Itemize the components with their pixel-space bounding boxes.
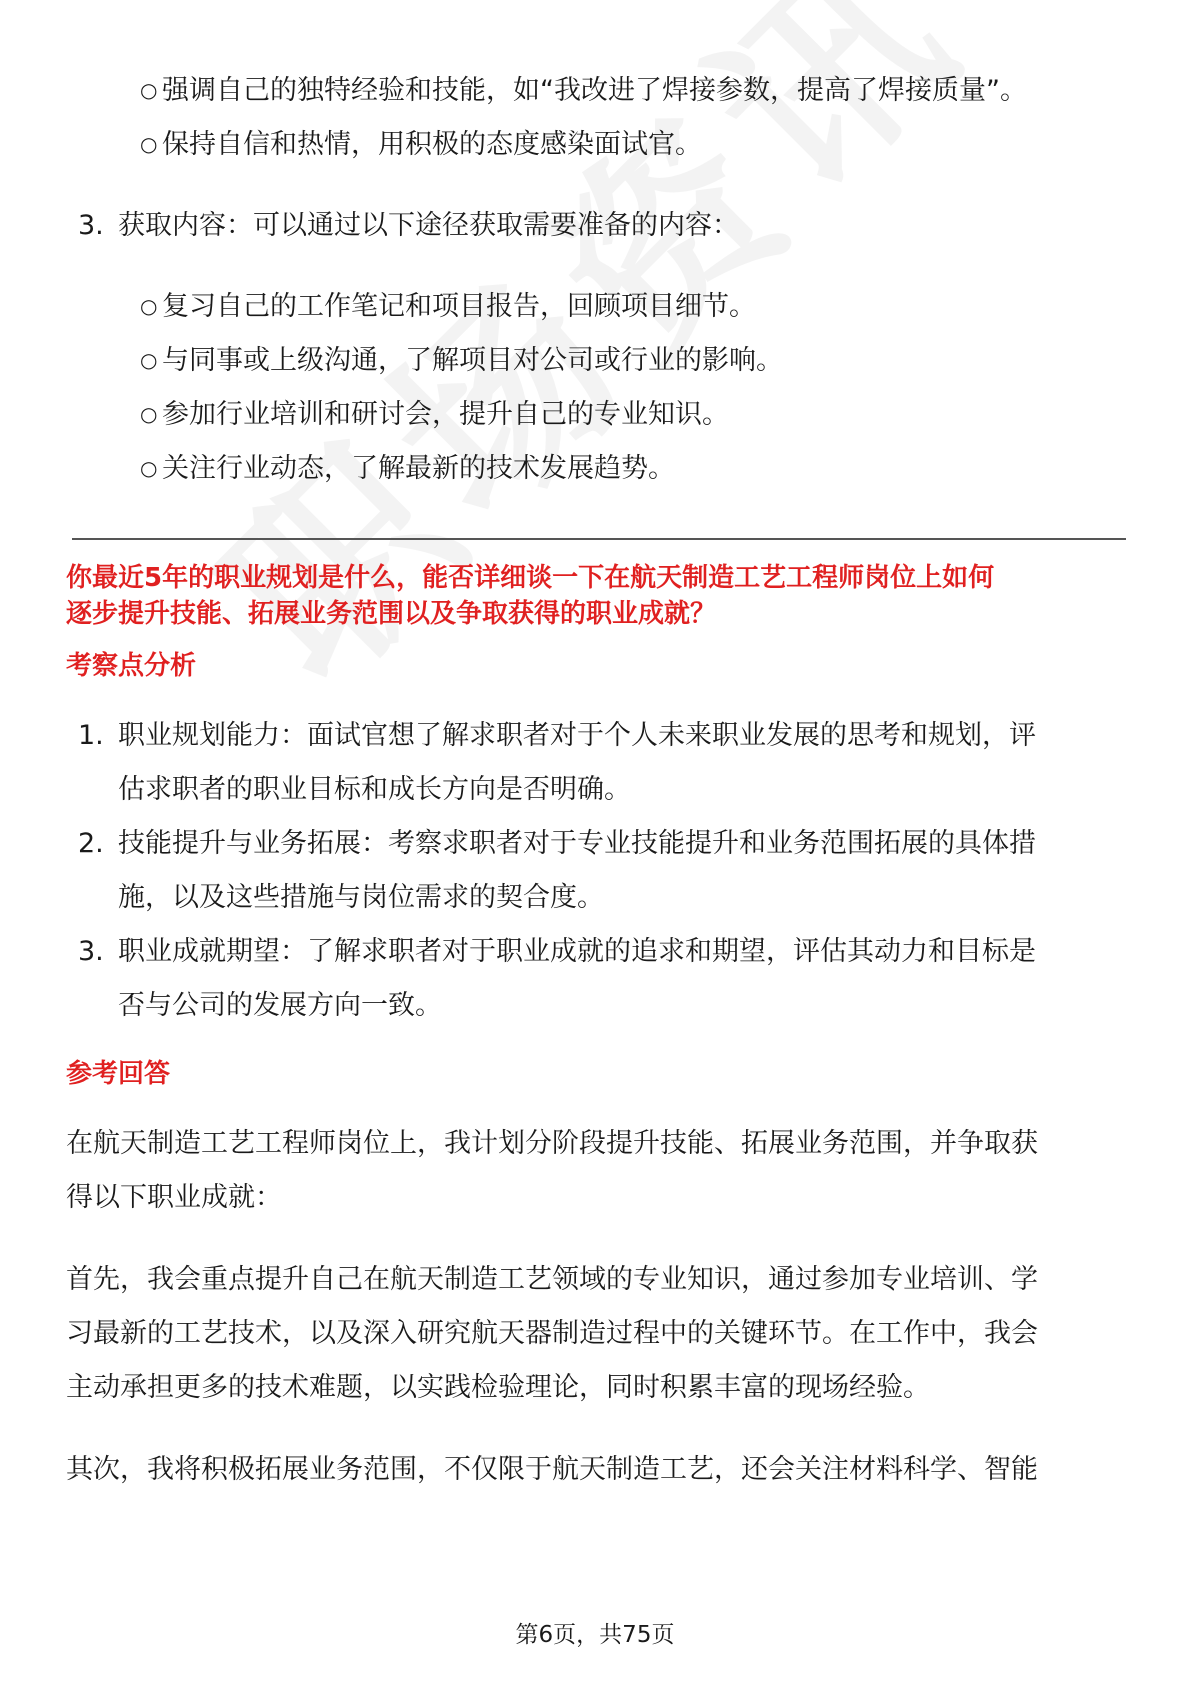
list-item: ○ 与同事或上级沟通，了解项目对公司或行业的影响。: [140, 340, 783, 381]
section-divider: [72, 538, 1126, 540]
bullet-circle-icon: ○: [140, 78, 158, 102]
answer-heading: 参考回答: [66, 1059, 171, 1089]
bullet-circle-icon: ○: [140, 348, 158, 372]
bullet-circle-icon: ○: [140, 294, 158, 318]
bullet-circle-icon: ○: [140, 456, 158, 480]
list-item: ○ 参加行业培训和研讨会，提升自己的专业知识。: [140, 394, 729, 435]
paragraph-line: 在航天制造工艺工程师岗位上，我计划分阶段提升技能、拓展业务范围，并争取获: [66, 1128, 1038, 1159]
question-title: 你最近5年的职业规划是什么，能否详细谈一下在航天制造工艺工程师岗位上如何: [66, 563, 995, 593]
paragraph-line: 其次，我将积极拓展业务范围，不仅限于航天制造工艺，还会关注材料科学、智能: [66, 1454, 1038, 1485]
list-item: 2. 技能提升与业务拓展：考察求职者对于专业技能提升和业务范围拓展的具体措: [78, 828, 1036, 859]
paragraph-line: 主动承担更多的技术难题，以实践检验理论，同时积累丰富的现场经验。: [66, 1372, 930, 1403]
analysis-heading: 考察点分析: [66, 651, 197, 681]
paragraph-line: 习最新的工艺技术，以及深入研究航天器制造过程中的关键环节。在工作中，我会: [66, 1318, 1038, 1349]
list-item: 1. 职业规划能力：面试官想了解求职者对于个人未来职业发展的思考和规划，评: [78, 720, 1036, 751]
list-item: ○ 强调自己的独特经验和技能，如“我改进了焊接参数，提高了焊接质量”。: [140, 70, 1027, 111]
bullet-circle-icon: ○: [140, 132, 158, 156]
list-item: ○ 关注行业动态，了解最新的技术发展趋势。: [140, 448, 675, 489]
list-item: ○ 复习自己的工作笔记和项目报告，回顾项目细节。: [140, 286, 756, 327]
list-item: 3. 职业成就期望：了解求职者对于职业成就的追求和期望，评估其动力和目标是: [78, 936, 1036, 967]
list-item-cont: 估求职者的职业目标和成长方向是否明确。: [118, 774, 631, 805]
question-title-cont: 逐步提升技能、拓展业务范围以及争取获得的职业成就？: [66, 599, 717, 629]
paragraph-line: 得以下职业成就：: [66, 1182, 282, 1213]
page-number: 第6页，共75页: [515, 1622, 675, 1648]
list-item-cont: 施，以及这些措施与岗位需求的契合度。: [118, 882, 604, 913]
bullet-circle-icon: ○: [140, 402, 158, 426]
paragraph-line: 首先，我会重点提升自己在航天制造工艺领域的专业知识，通过参加专业培训、学: [66, 1264, 1038, 1295]
list-item-cont: 否与公司的发展方向一致。: [118, 990, 442, 1021]
list-item: 3. 获取内容：可以通过以下途径获取需要准备的内容：: [78, 210, 739, 241]
list-item: ○ 保持自信和热情，用积极的态度感染面试官。: [140, 124, 702, 165]
